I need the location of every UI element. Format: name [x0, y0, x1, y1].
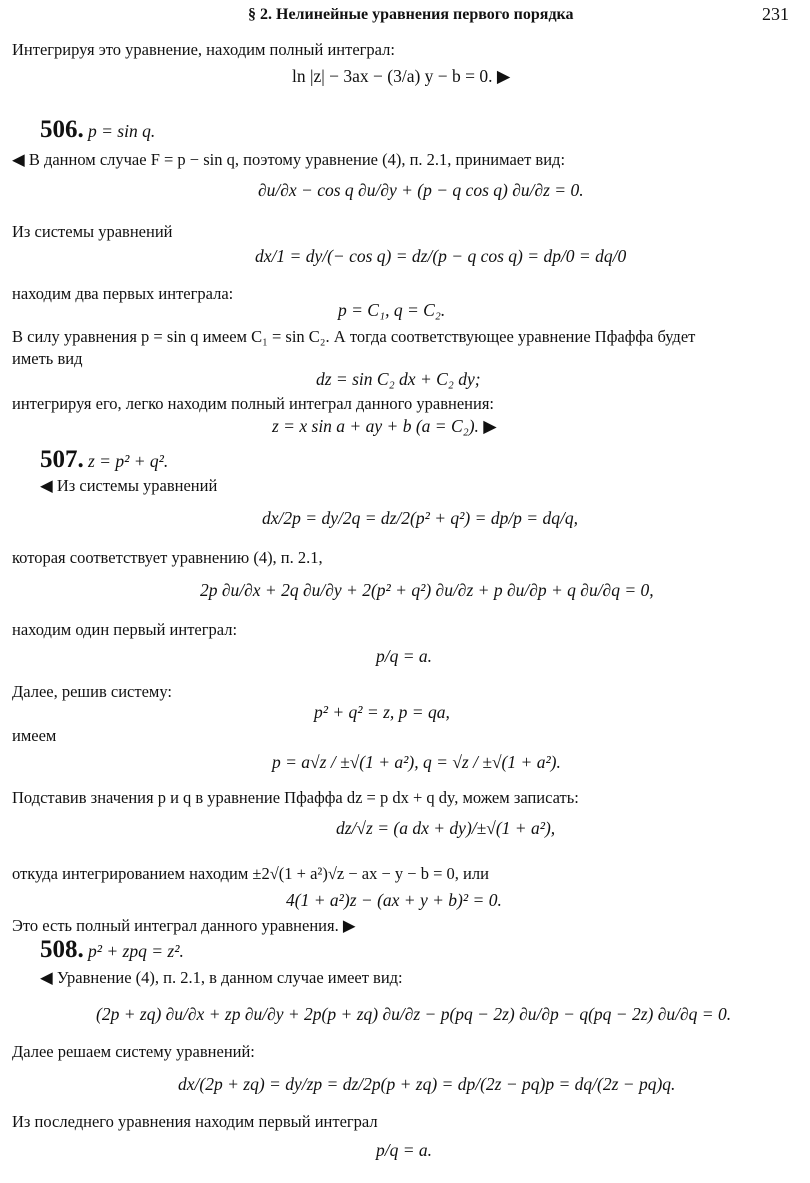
problem-number: 507.	[40, 446, 84, 473]
p508-line2: Далее решаем систему уравнений:	[12, 1042, 255, 1061]
p508-eq2: dx/(2p + zq) = dy/zp = dz/2p(p + zq) = dp/(2z − pq)p = dq/(2z − pq)q.	[178, 1074, 676, 1094]
p507-line3: находим один первый интеграл:	[12, 620, 238, 639]
problem-506-heading	[40, 116, 155, 144]
p506-eq5: z = x sin a + ay + b (a = C₂). ▶	[272, 416, 497, 436]
p506-line5: иметь вид	[12, 349, 83, 368]
p506-eq1: ∂u/∂x − cos q ∂u/∂y + (p − q cos q) ∂u/∂z = 0.	[258, 180, 584, 200]
problem-statement: p² + zpq = z².	[88, 941, 184, 961]
p507-eq5: p = a√z / ±√(1 + a²), q = √z / ±√(1 + a²).	[272, 752, 561, 772]
p507-line5: имеем	[12, 726, 57, 745]
problem-507-heading	[40, 446, 168, 474]
p508-line1: ◀ Уравнение (4), п. 2.1, в данном случае имеет вид:	[40, 968, 403, 987]
p507-eq1: dx/2p = dy/2q = dz/2(p² + q²) = dp/p = dq/q,	[262, 508, 578, 528]
p508-eq3: p/q = a.	[376, 1140, 433, 1160]
p506-eq4: dz = sin C₂ dx + C₂ dy;	[316, 369, 481, 389]
section-header: § 2. Нелинейные уравнения первого порядка	[248, 6, 574, 23]
p507-eq6: dz/√z = (a dx + dy)/±√(1 + a²),	[336, 818, 556, 838]
p507-line8: Это есть полный интеграл данного уравнения. ▶	[12, 916, 356, 935]
p507-eq2: 2p ∂u/∂x + 2q ∂u/∂y + 2(p² + q²) ∂u/∂z + p ∂u/∂p + q ∂u/∂q = 0,	[200, 580, 654, 600]
p507-eq7: 4(1 + a²)z − (ax + y + b)² = 0.	[286, 890, 502, 910]
page-number: 231	[762, 4, 789, 24]
p507-eq3: p/q = a.	[376, 646, 433, 666]
p508-eq1: (2p + zq) ∂u/∂x + zp ∂u/∂y + 2p(p + zq) ∂u/∂z − p(pq − 2z) ∂u/∂p − q(pq − 2z) ∂u/∂q = 0.	[96, 1004, 732, 1024]
intro-line: Интегрируя это уравнение, находим полный интеграл:	[12, 40, 395, 59]
problem-statement: z = p² + q².	[88, 451, 169, 471]
p507-eq4: p² + q² = z, p = qa,	[314, 702, 450, 722]
p506-line4: В силу уравнения p = sin q имеем C₁ = sin C₂. А тогда соответствующее уравнение Пфаффа будет	[12, 327, 696, 346]
p507-line7: откуда интегрированием находим ±2√(1 + a²)√z − ax − y − b = 0, или	[12, 864, 489, 883]
problem-statement: p = sin q.	[88, 121, 156, 141]
problem-number: 508.	[40, 936, 84, 963]
p507-line2: которая соответствует уравнению (4), п. 2.1,	[12, 548, 323, 567]
problem-number: 506.	[40, 116, 84, 143]
p507-line6: Подставив значения p и q в уравнение Пфаффа dz = p dx + q dy, можем записать:	[12, 788, 579, 807]
p506-eq2: dx/1 = dy/(− cos q) = dz/(p − q cos q) = dp/0 = dq/0	[255, 246, 627, 266]
p506-eq3: p = C₁, q = C₂.	[338, 300, 446, 320]
p508-line3: Из последнего уравнения находим первый интеграл	[12, 1112, 378, 1131]
intro-formula: ln |z| − 3ax − (3/a) y − b = 0. ▶	[292, 66, 511, 86]
p507-line4: Далее, решив систему:	[12, 682, 172, 701]
problem-508-heading	[40, 936, 184, 964]
p507-line1: ◀ Из системы уравнений	[40, 476, 218, 495]
p506-line6: интегрируя его, легко находим полный интеграл данного уравнения:	[12, 394, 494, 413]
p506-line3: находим два первых интеграла:	[12, 284, 234, 303]
p506-line2: Из системы уравнений	[12, 222, 173, 241]
p506-line1: ◀ В данном случае F = p − sin q, поэтому уравнение (4), п. 2.1, принимает вид:	[12, 150, 566, 169]
